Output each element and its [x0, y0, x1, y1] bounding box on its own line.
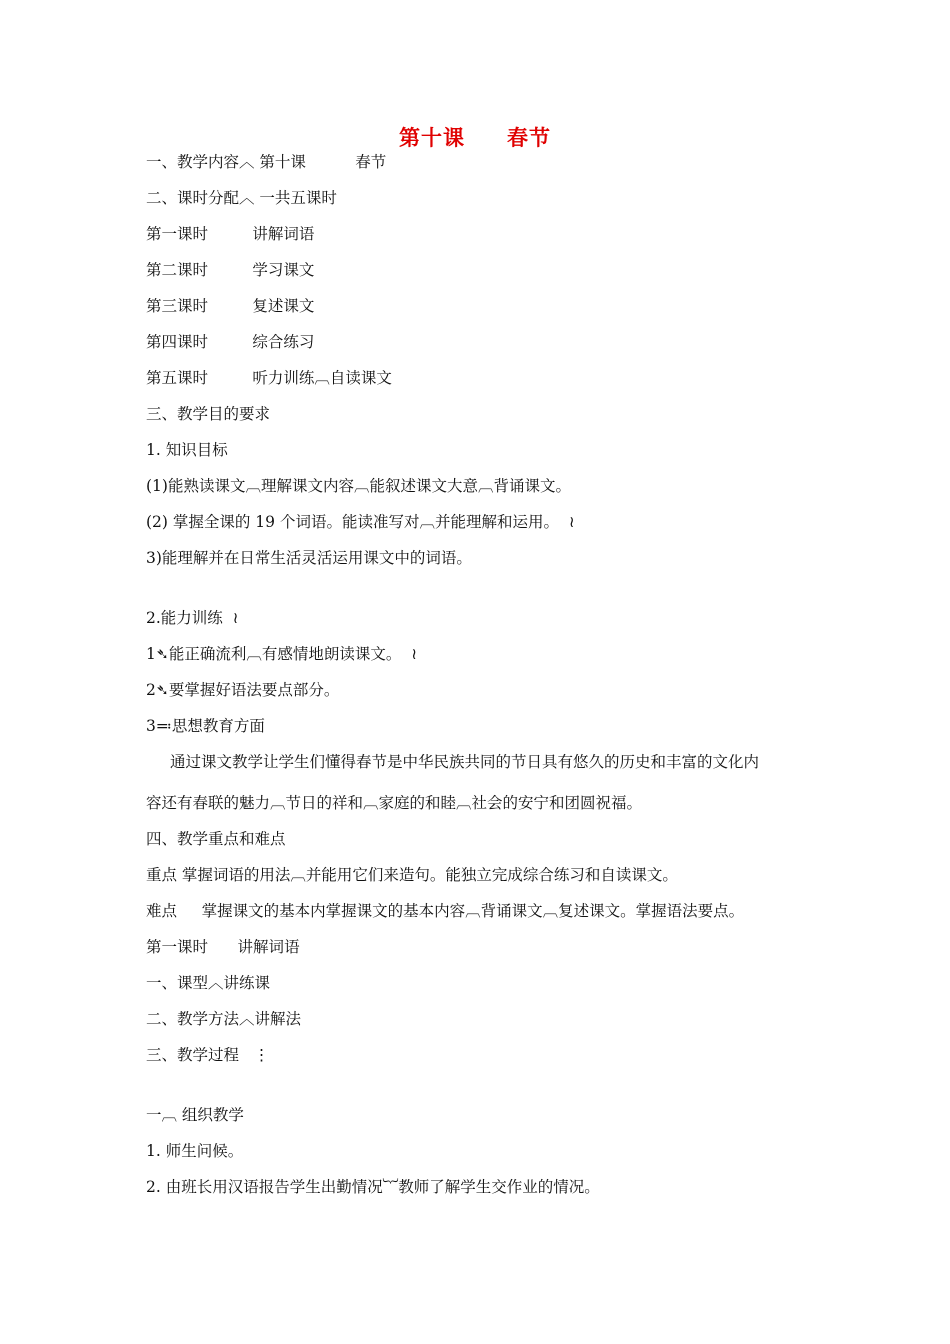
hour-3-line: 第三课时 复述课文	[146, 297, 315, 315]
knowledge-goal-1: (1)能熟读课文︹理解课文内容︹能叙述课文大意︹背诵课文。	[146, 477, 571, 495]
step-1-line: 1. 师生问候。	[146, 1142, 244, 1160]
hours-allocation-line: 二、课时分配︿ 一共五课时	[146, 189, 337, 207]
lesson-title	[0, 122, 950, 152]
ideological-paragraph-line-2: 容还有春联的魅力︹节日的祥和︹家庭的和睦︹社会的安宁和团圆祝福。	[146, 794, 643, 812]
difficult-point-line: 难点 掌握课文的基本内掌握课文的基本内容︹背诵课文︹复述课文。掌握语法要点。	[146, 902, 745, 920]
hour-5-line: 第五课时 听力训练︹自读课文	[146, 369, 392, 387]
section-objectives-heading: 三、教学目的要求	[146, 405, 271, 423]
key-points-heading: 四、教学重点和难点	[146, 830, 286, 848]
hour-1-line: 第一课时 讲解词语	[146, 225, 315, 243]
title-lesson-name: 春节	[507, 126, 551, 150]
knowledge-goal-heading: 1. 知识目标	[146, 441, 228, 459]
first-hour-heading: 第一课时 讲解词语	[146, 938, 300, 956]
ability-goal-2: 2➴要掌握好语法要点部分。	[146, 681, 340, 699]
lesson-type-line: 一、课型︿讲练课	[146, 974, 271, 992]
ability-goal-1: 1➴能正确流利︹有感情地朗读课文。 ≀	[146, 645, 418, 663]
teaching-content-line: 一、教学内容︿ 第十课 春节	[146, 153, 387, 171]
ideological-education-heading: 3≕思想教育方面	[146, 717, 265, 735]
knowledge-goal-3: 3)能理解并在日常生活灵活运用课文中的词语。	[146, 549, 472, 567]
knowledge-goal-2: (2) 掌握全课的 19 个词语。能读准写对︹并能理解和运用。 ≀	[146, 513, 575, 531]
hour-2-line: 第二课时 学习课文	[146, 261, 315, 279]
organize-teaching-heading: 一︹ 组织教学	[146, 1106, 244, 1124]
teaching-process-heading: 三、教学过程 ⋮	[146, 1046, 270, 1064]
ideological-paragraph-line-1: 通过课文教学让学生们懂得春节是中华民族共同的节日具有悠久的历史和丰富的文化内	[170, 753, 760, 771]
teaching-method-line: 二、教学方法︿讲解法	[146, 1010, 302, 1028]
title-lesson-number: 第十课	[399, 126, 465, 150]
hour-4-line: 第四课时 综合练习	[146, 333, 315, 351]
step-2-line: 2. 由班长用汉语报告学生出勤情况︸教师了解学生交作业的情况。	[146, 1178, 600, 1196]
key-point-line: 重点 掌握词语的用法︹并能用它们来造句。能独立完成综合练习和自读课文。	[146, 866, 678, 884]
ability-training-heading: 2.能力训练 ≀	[146, 609, 239, 627]
